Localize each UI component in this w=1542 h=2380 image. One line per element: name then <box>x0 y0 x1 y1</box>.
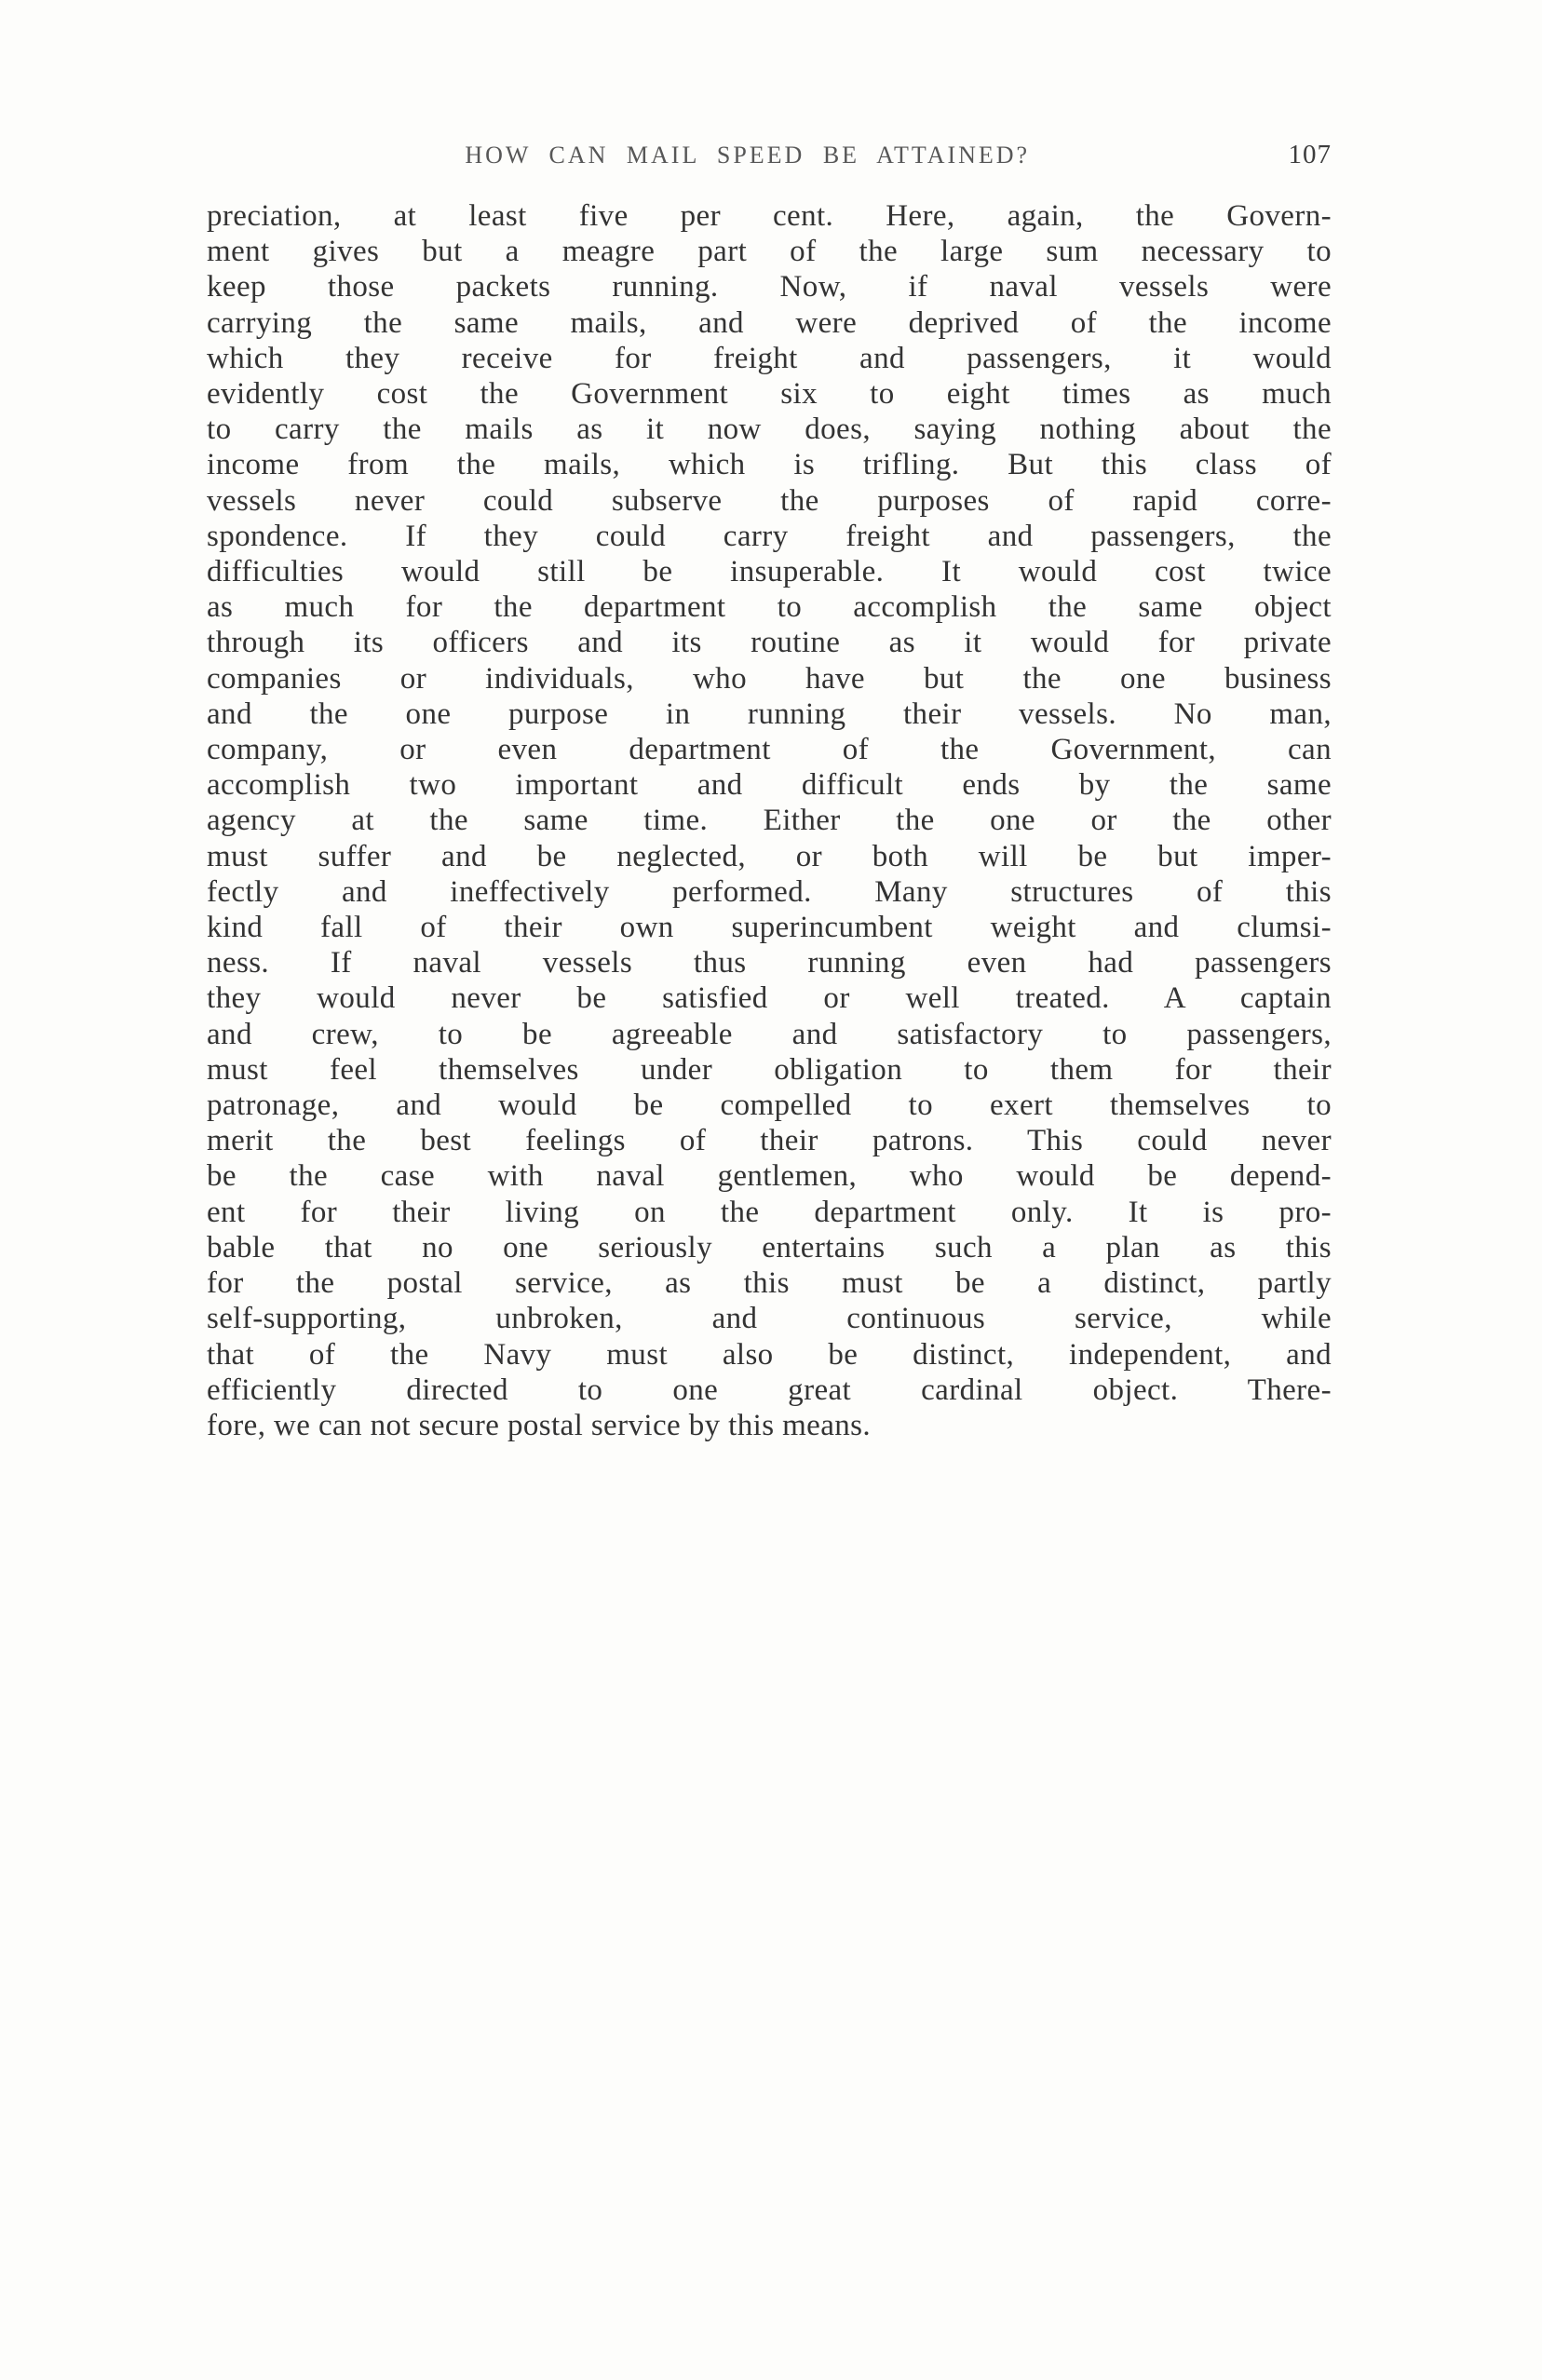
text-line: accomplish two important and difficult ends by the same <box>207 768 1332 803</box>
page-header <box>207 140 1332 170</box>
text-line: for the postal service, as this must be a distinct, partly <box>207 1266 1332 1301</box>
page-number: 107 <box>1288 140 1332 169</box>
text-line: vessels never could subserve the purposes of rapid corre- <box>207 483 1332 518</box>
text-line: carrying the same mails, and were deprived of the income <box>207 305 1332 340</box>
text-line: be the case with naval gentlemen, who would be depend- <box>207 1159 1332 1194</box>
text-line: spondence. If they could carry freight and passengers, the <box>207 519 1332 553</box>
text-line: and the one purpose in running their vessels. No man, <box>207 696 1332 731</box>
text-line: and crew, to be agreeable and satisfactory to passengers, <box>207 1017 1332 1051</box>
text-line: companies or individuals, who have but the one business <box>207 661 1332 696</box>
body-text <box>207 198 1332 1443</box>
text-line: fore, we can not secure postal service by this means. <box>207 1408 872 1442</box>
text-line: preciation, at least five per cent. Here, again, the Govern- <box>207 199 1332 233</box>
text-line: self-supporting, unbroken, and continuous service, while <box>207 1302 1332 1336</box>
text-line: they would never be satisfied or well treated. A captain <box>207 981 1332 1016</box>
text-line: bable that no one seriously entertains such a plan as this <box>207 1230 1332 1264</box>
text-line: evidently cost the Government six to eight times as much <box>207 377 1332 412</box>
running-title: HOW CAN MAIL SPEED BE ATTAINED? <box>465 142 1031 169</box>
text-line: company, or even department of the Government, can <box>207 733 1332 767</box>
text-line: through its officers and its routine as it would for private <box>207 626 1332 660</box>
text-line: ent for their living on the department only. It is pro- <box>207 1195 1332 1229</box>
text-line: keep those packets running. Now, if naval vessels were <box>207 270 1332 304</box>
text-line: merit the best feelings of their patrons. This could never <box>207 1124 1332 1158</box>
text-line: efficiently directed to one great cardinal object. There- <box>207 1373 1332 1407</box>
text-line: difficulties would still be insuperable. It would cost twice <box>207 555 1332 589</box>
text-line: must feel themselves under obligation to them for their <box>207 1052 1332 1087</box>
text-line: to carry the mails as it now does, saying nothing about the <box>207 412 1332 447</box>
text-line: ment gives but a meagre part of the large sum necessary to <box>207 235 1332 269</box>
text-line: must suffer and be neglected, or both will be but imper- <box>207 839 1332 873</box>
text-line: that of the Navy must also be distinct, independent, and <box>207 1337 1332 1372</box>
text-line: patronage, and would be compelled to exert themselves to <box>207 1089 1332 1123</box>
text-line: kind fall of their own superincumbent weight and clumsi- <box>207 911 1332 945</box>
text-line: ness. If naval vessels thus running even had passengers <box>207 946 1332 980</box>
text-line: which they receive for freight and passengers, it would <box>207 341 1332 375</box>
text-line: fectly and ineffectively performed. Many structures of this <box>207 874 1332 909</box>
text-line: income from the mails, which is trifling. But this class of <box>207 448 1332 482</box>
text-line: agency at the same time. Either the one or the other <box>207 804 1332 838</box>
text-line: as much for the department to accomplish the same object <box>207 590 1332 625</box>
